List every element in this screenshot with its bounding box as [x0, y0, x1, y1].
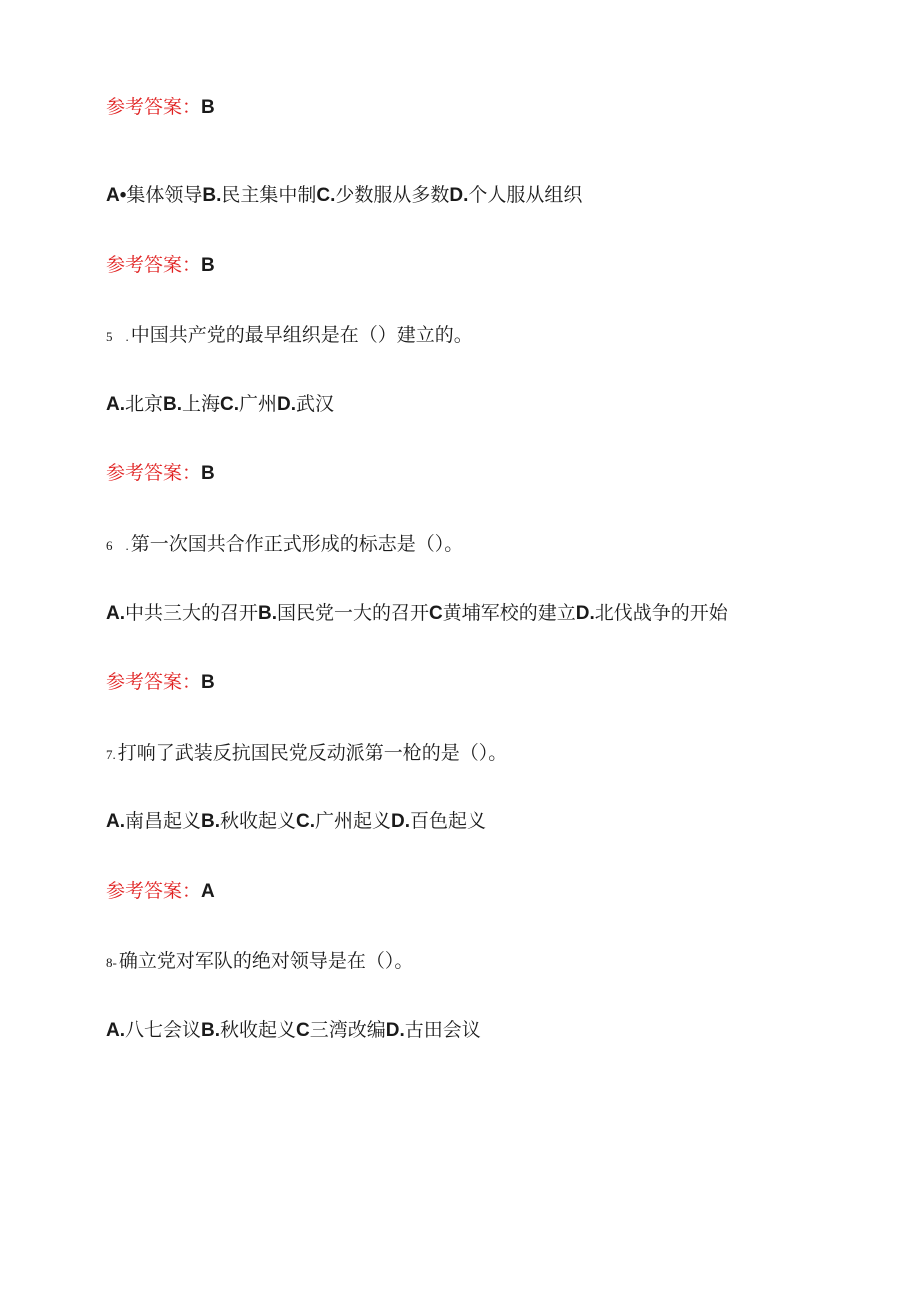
answer-label: 参考答案：: [106, 671, 202, 693]
option-letter: D.: [385, 1020, 405, 1041]
question-number: 7.: [106, 747, 116, 762]
answer-line: [106, 878, 215, 905]
answer-label: 参考答案：: [106, 254, 202, 276]
option-text: 百色起义: [410, 810, 487, 832]
question-number: 6 .: [106, 538, 129, 553]
option-text: 北京: [125, 393, 164, 415]
answer-label: 参考答案：: [106, 96, 202, 118]
question-text: 第一次国共合作正式形成的标志是（）。: [130, 533, 464, 555]
option-letter: B.: [201, 1020, 221, 1041]
option-text: 三湾改编: [309, 1019, 386, 1041]
question-text: 打响了武装反抗国民党反动派第一枪的是（）。: [117, 742, 508, 764]
options-line: [106, 391, 334, 418]
option-text: 秋收起义: [220, 810, 297, 832]
option-letter: D.: [277, 394, 297, 415]
answer-line: [106, 460, 215, 487]
option-letter: B.: [202, 185, 222, 206]
option-text: 古田会议: [404, 1019, 481, 1041]
option-letter: D.: [391, 811, 411, 832]
option-text: 国民党一大的召开: [277, 602, 430, 624]
question-text: 中国共产党的最早组织是在（）建立的。: [130, 324, 473, 346]
answer-line: [106, 94, 215, 121]
question-line: [106, 322, 473, 350]
option-text: 集体领导: [126, 184, 203, 206]
option-text: 武汉: [296, 393, 335, 415]
option-text: 广州: [239, 393, 278, 415]
answer-letter: A: [201, 881, 215, 902]
answer-label: 参考答案：: [106, 880, 202, 902]
option-text: 中共三大的召开: [125, 602, 259, 624]
question-line: [106, 531, 463, 559]
answer-label: 参考答案：: [106, 462, 202, 484]
options-line: [106, 808, 486, 835]
option-letter: B.: [201, 811, 221, 832]
answer-letter: B: [201, 255, 215, 276]
option-text: 秋收起义: [220, 1019, 297, 1041]
options-line: [106, 600, 728, 627]
option-text: 广州起义: [315, 810, 392, 832]
answer-line: [106, 252, 215, 279]
option-letter: C.: [220, 394, 240, 415]
answer-line: [106, 669, 215, 696]
option-letter: C: [429, 603, 443, 624]
option-text: 民主集中制: [221, 184, 317, 206]
options-line: [106, 182, 582, 209]
option-letter: B.: [163, 394, 183, 415]
option-letter: A.: [106, 394, 125, 415]
option-letter: C: [296, 1020, 310, 1041]
option-letter: C.: [296, 811, 316, 832]
question-line: [106, 740, 507, 768]
option-letter: A.: [106, 811, 125, 832]
option-letter: D.: [575, 603, 595, 624]
option-letter: D.: [449, 185, 469, 206]
option-text: 黄埔军校的建立: [442, 602, 576, 624]
answer-letter: B: [201, 463, 215, 484]
option-text: 北伐战争的开始: [594, 602, 728, 624]
option-text: 八七会议: [125, 1019, 202, 1041]
answer-letter: B: [201, 672, 215, 693]
option-letter: B.: [258, 603, 278, 624]
option-letter: A.: [106, 603, 125, 624]
option-letter: A•: [106, 185, 127, 206]
question-line: [106, 948, 413, 976]
option-text: 上海: [182, 393, 221, 415]
option-text: 南昌起义: [125, 810, 202, 832]
option-letter: A.: [106, 1020, 125, 1041]
question-number: 5 .: [106, 329, 129, 344]
answer-letter: B: [201, 97, 215, 118]
options-line: [106, 1017, 481, 1044]
question-text: 确立党对军队的绝对领导是在（）。: [118, 950, 414, 972]
question-number: 8-: [106, 955, 117, 970]
option-text: 少数服从多数: [335, 184, 450, 206]
option-text: 个人服从组织: [468, 184, 583, 206]
option-letter: C.: [316, 185, 336, 206]
